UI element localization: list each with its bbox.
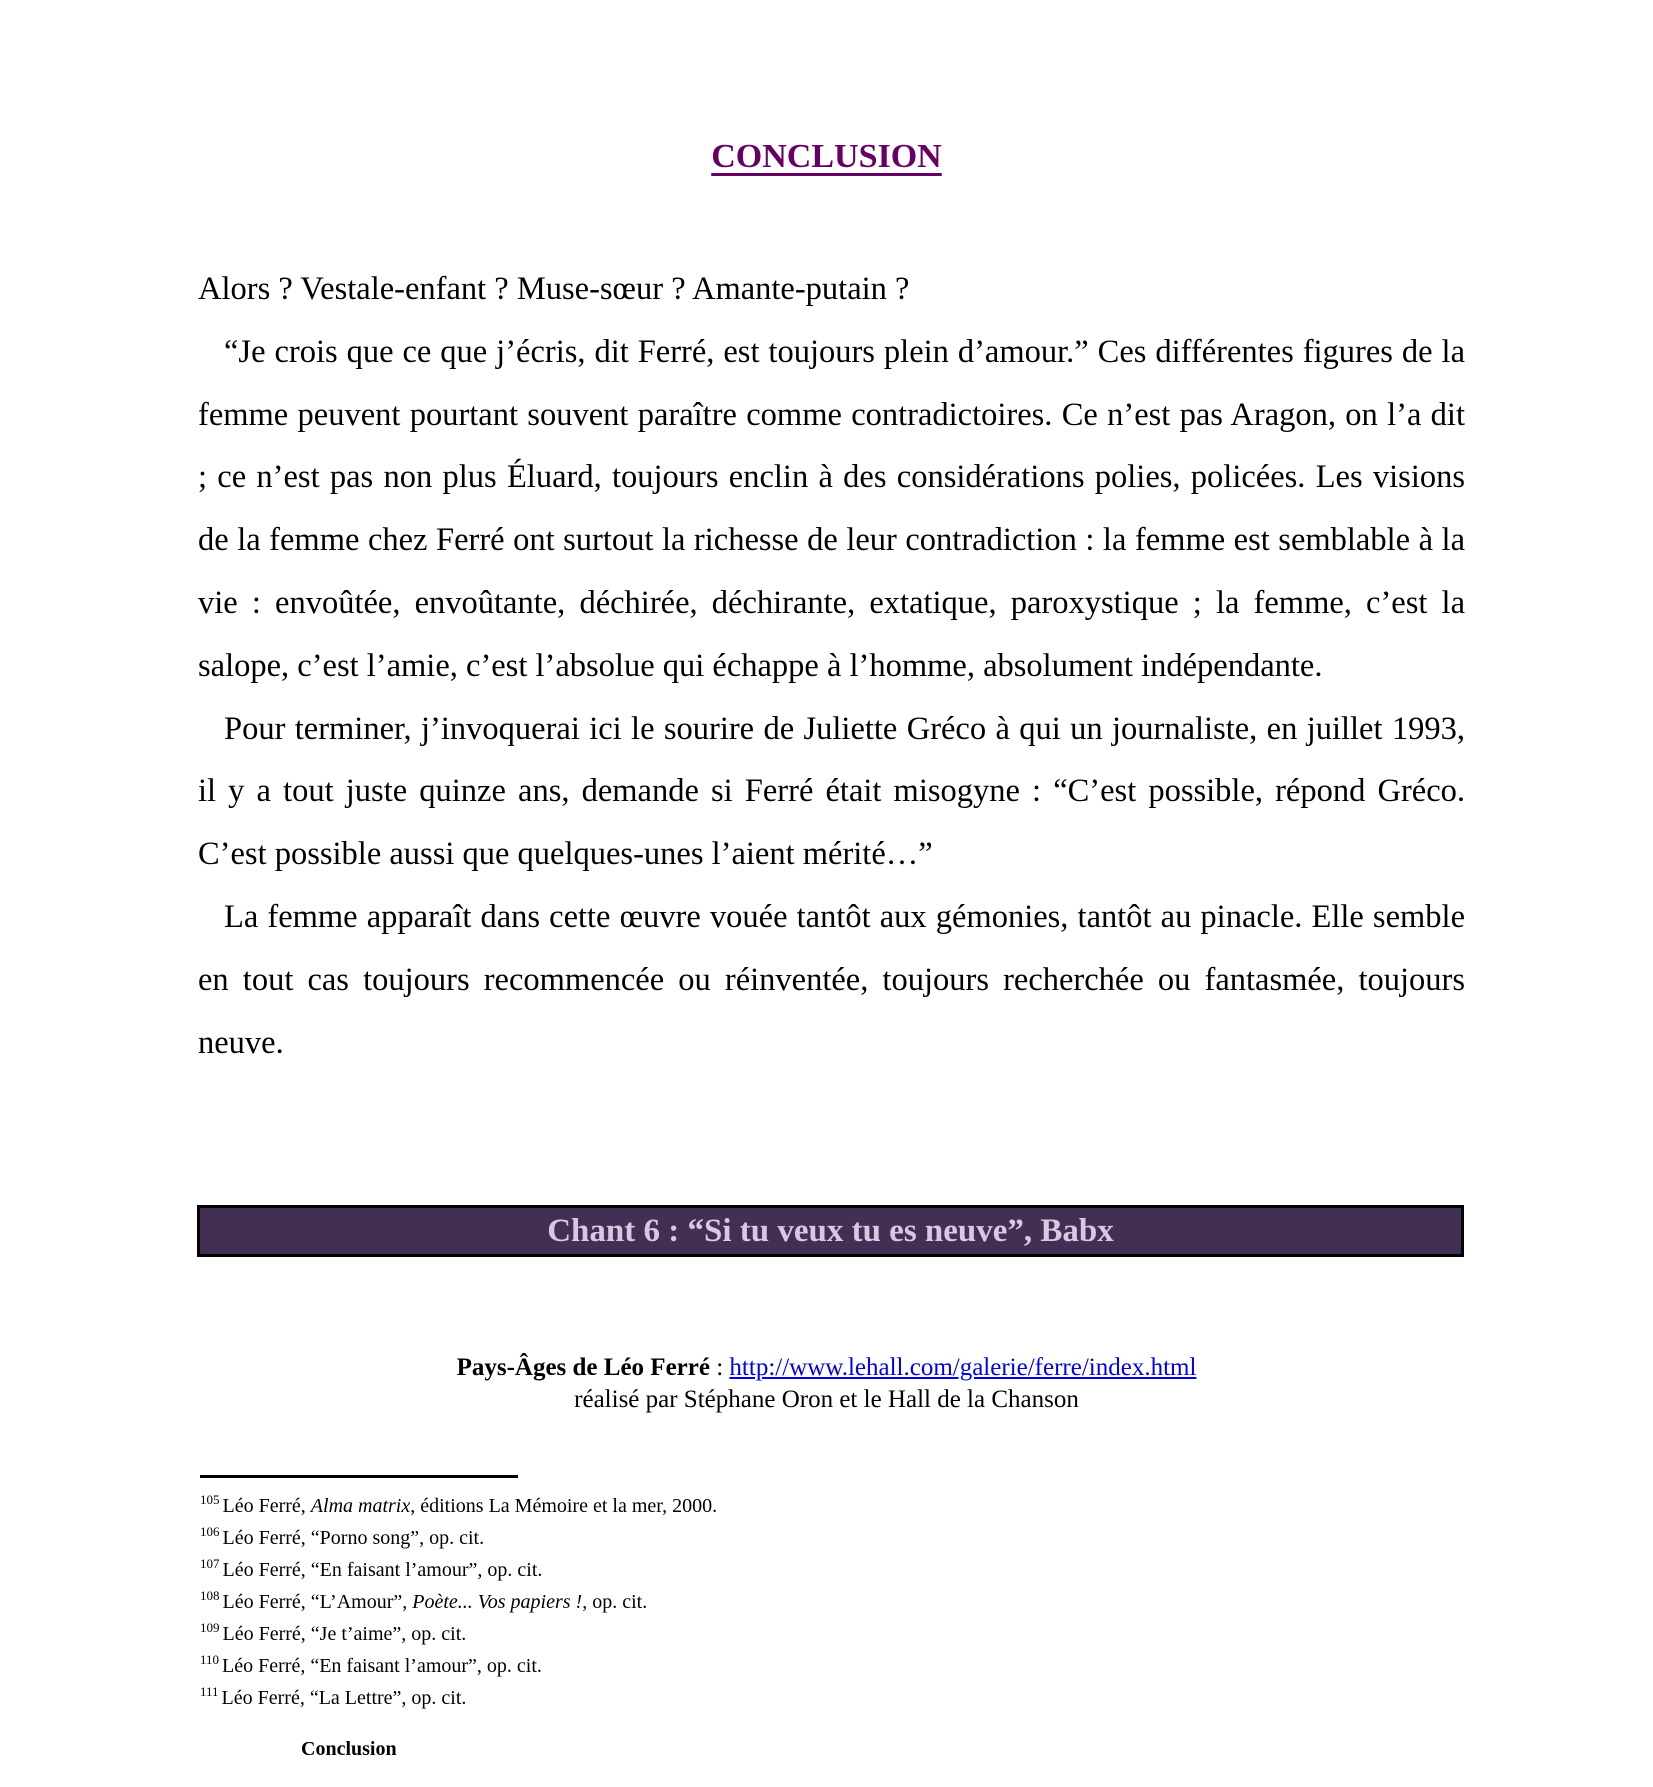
footnotes xyxy=(200,1490,717,1714)
footnote-number: 109 xyxy=(200,1620,220,1635)
footnote xyxy=(200,1618,717,1650)
credit-label: Pays-Âges de Léo Ferré xyxy=(456,1354,710,1381)
paragraph: “Je crois que ce que j’écris, dit Ferré, est toujours plein d’amour.” Ces différentes figures de la femme peuvent pourtant souvent paraître comme contradictoires. Ce n’est pas Aragon, on l’a dit ; ce n’est pas non plus Éluard, toujours enclin à des considérations polies, policées. Les visions de la femme chez Ferré ont surtout la richesse de leur contradiction : la femme est semblable à la vie : envoûtée, envoûtante, déchirée, déchirante, extatique, paroxystique ; la femme, c’est la salope, c’est l’amie, c’est l’absolue qui échappe à l’homme, absolument indépendante. xyxy=(198,333,1465,684)
body-text xyxy=(198,258,1465,1074)
page-title: CONCLUSION xyxy=(711,138,942,175)
credit-line xyxy=(0,1352,1653,1384)
footnote-number: 110 xyxy=(200,1652,220,1667)
paragraph-intro: Alors ? Vestale-enfant ? Muse-sœur ? Amante-putain ? xyxy=(198,271,910,307)
footnote xyxy=(200,1650,717,1682)
chant-banner-text: Chant 6 : “Si tu veux tu es neuve”, Babx xyxy=(547,1212,1114,1249)
footnote-text: Léo Ferré, “En faisant l’amour”, op. cit. xyxy=(222,1559,543,1581)
footnote xyxy=(200,1586,717,1618)
footnote-text: Léo Ferré, “Je t’aime”, op. cit. xyxy=(222,1623,467,1645)
credit-link[interactable]: http://www.lehall.com/galerie/ferre/index.html xyxy=(729,1354,1197,1381)
footnote-text: Léo Ferré, “Porno song”, op. cit. xyxy=(222,1527,485,1549)
footnote-number: 106 xyxy=(200,1524,220,1539)
paragraph: Pour terminer, j’invoquerai ici le sourire de Juliette Gréco à qui un journaliste, en juillet 1993, il y a tout juste quinze ans, demande si Ferré était misogyne : “C’est possible, répond Gréco. C’est possible aussi que quelques-unes l’aient mérité…” xyxy=(198,710,1465,873)
chant-banner xyxy=(197,1205,1464,1257)
footnote-number: 111 xyxy=(200,1684,219,1699)
footnote-separator xyxy=(200,1475,518,1478)
footnote-number: 108 xyxy=(200,1588,220,1603)
footnote xyxy=(200,1490,717,1522)
page-footer: Conclusion xyxy=(301,1738,397,1760)
footnote-text: Léo Ferré, “La Lettre”, op. cit. xyxy=(221,1687,467,1709)
footnote-text-end: , éditions La Mémoire et la mer, 2000. xyxy=(410,1495,718,1517)
credit-separator: : xyxy=(709,1354,730,1381)
credit-subline: réalisé par Stéphane Oron et le Hall de la Chanson xyxy=(574,1386,1079,1413)
footnote-text-end: , op. cit. xyxy=(582,1591,648,1613)
footnote xyxy=(200,1554,717,1586)
footnote-text: Léo Ferré, xyxy=(222,1495,311,1517)
footnote-italic: Poète... Vos papiers ! xyxy=(412,1591,583,1613)
footnote xyxy=(200,1682,717,1714)
footnote-number: 105 xyxy=(200,1492,220,1507)
footnote-text: Léo Ferré, “L’Amour”, xyxy=(222,1591,413,1613)
footnote-text: Léo Ferré, “En faisant l’amour”, op. cit. xyxy=(222,1655,542,1677)
footnote-italic: Alma matrix xyxy=(310,1495,411,1517)
credit-block xyxy=(0,1352,1653,1416)
footnote-number: 107 xyxy=(200,1556,220,1571)
paragraph: La femme apparaît dans cette œuvre vouée tantôt aux gémonies, tantôt au pinacle. Elle semble en tout cas toujours recommencée ou réinventée, toujours recherchée ou fantasmée, toujours neuve. xyxy=(198,898,1465,1061)
footnote xyxy=(200,1522,717,1554)
